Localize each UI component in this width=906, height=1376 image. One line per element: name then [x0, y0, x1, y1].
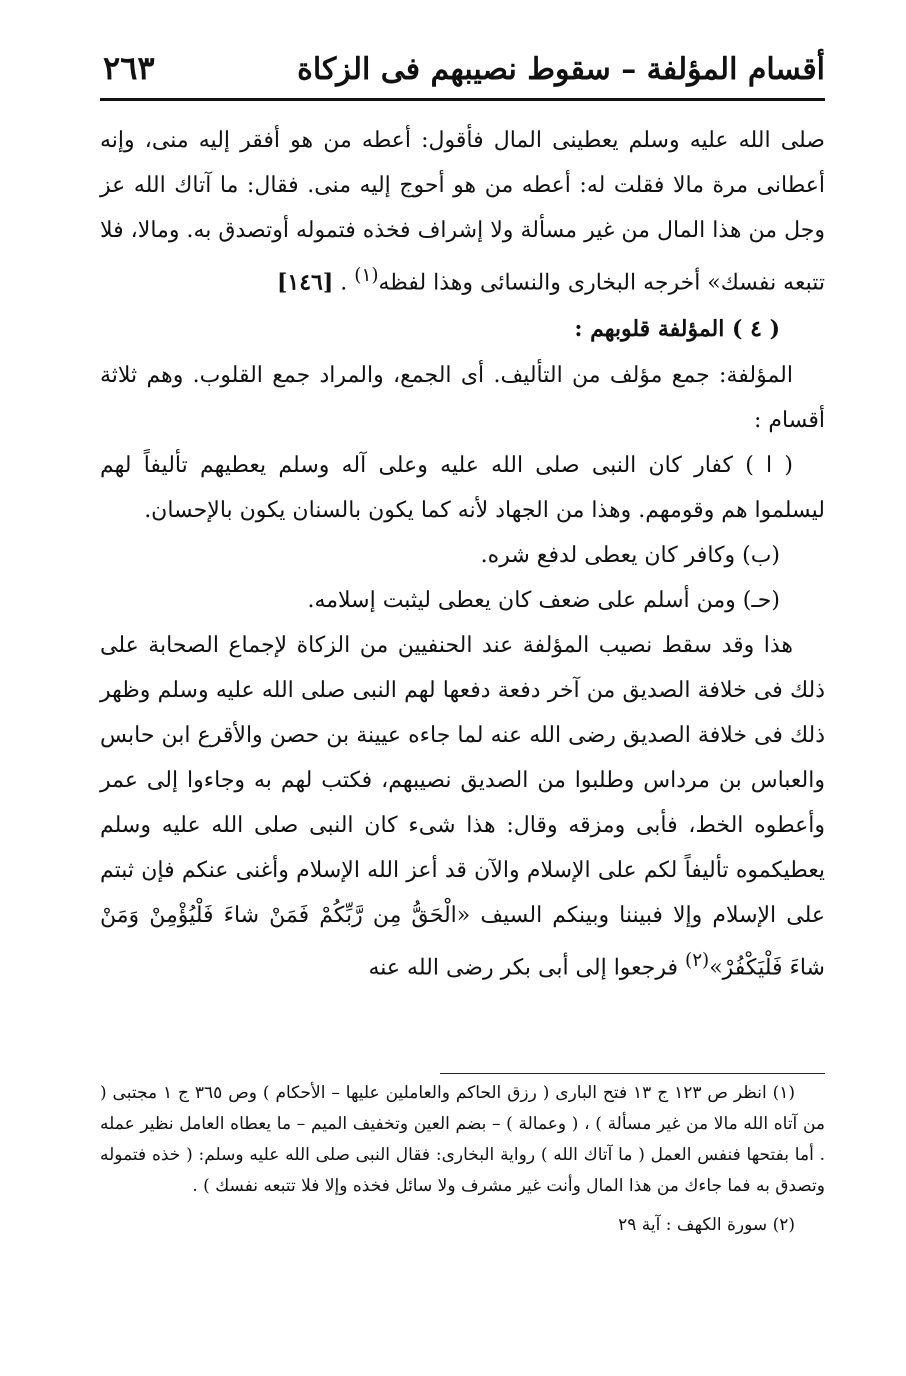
running-header [95, 48, 825, 94]
footnotes [100, 1078, 825, 1241]
main-text [100, 118, 825, 991]
closing-paragraph [100, 623, 825, 990]
footnote-1: (١) انظر ص ١٢٣ ج ١٣ فتح البارى ( رزق الحاكم والعاملين عليها – الأحكام ) وص ٣٦٥ ج ١ مجتبى ( من آتاه الله مالا من غير مسألة ) ، ( وعمالة ) – بضم العين وتخفيف الميم – ما يعطاه العامل نظير عمله . أما بفتحها فنفس العمل ( ما آتاك الله ) رواية البخارى: فقال النبى صلى الله عليه وسلم: ( خذه فتموله وتصدق به فما جاءك من هذا المال وأنت غير مشرف ولا سائل فخذه وإلا فلا تتبعه نفسك ) . [100, 1083, 825, 1196]
hadith-paragraph [100, 118, 825, 305]
page-number: ٢٦٣ [103, 49, 155, 87]
hadith-reference-number: [١٤٦] [277, 269, 334, 296]
closing-text: هذا وقد سقط نصيب المؤلفة عند الحنفيين من الزكاة لإجماع الصحابة على ذلك فى خلافة الصديق من آخر دفعة دفعها لهم النبى صلى الله عليه وسلم وظهر ذلك فى خلافة الصديق رضى الله عنه لما جاءه عيينة بن حصن والأقرع ابن حابس والعباس بن مرداس وطلبوا من الصديق نصيبهم، فكتب لهم به وجاءوا إلى عمر وأعطوه الخط، فأبى ومزقه وقال: هذا شىء كان النبى صلى الله عليه وسلم يعطيكموه تأليفاً لكم على الإسلام والآن قد أعز الله الإسلام وأغنى عنكم فإن ثبتم على الإسلام وإلا فبيننا وبينكم السيف «الْحَقُّ مِن رَّبِّكُمْ فَمَنْ شاءَ فَلْيُؤْمِنْ وَمَنْ شاءَ فَلْيَكْفُرْ» [100, 633, 825, 981]
definition-paragraph: المؤلفة: جمع مؤلف من التأليف. أى الجمع، والمراد جمع القلوب. وهم ثلاثة أقسام : [100, 363, 825, 434]
section-heading: ( ٤ ) المؤلفة قلوبهم : [574, 316, 780, 343]
footnote-marker-1: (١) [354, 265, 379, 286]
footnote-2: (٢) سورة الكهف : آية ٢٩ [618, 1215, 795, 1235]
category-b: (ب) وكافر كان يعطى لدفع شره. [480, 543, 780, 569]
header-rule [100, 98, 825, 101]
footnote-marker-2: (٢) [685, 950, 710, 972]
category-c: (حـ) ومن أسلم على ضعف كان يعطى ليثبت إسلامه. [307, 588, 780, 614]
hadith-tail: . [340, 270, 355, 296]
closing-tail: فرجعوا إلى أبى بكر رضى الله عنه [368, 955, 686, 981]
running-title: أقسام المؤلفة – سقوط نصيبهم فى الزكاة [297, 52, 825, 87]
category-a: ( ا ) كفار كان النبى صلى الله عليه وعلى آله وسلم يعطيهم تأليفاً لهم ليسلموا هم وقومهم. وهذا من الجهاد لأنه كما يكون بالسنان يكون بالإحسان. [100, 453, 825, 524]
hadith-text: صلى الله عليه وسلم يعطينى المال فأقول: أعطه من هو أفقر إليه منى، وإنه أعطانى مرة مالا فقلت له: أعطه من هو أحوج إليه منى. فقال: ما آتاك الله عز وجل من هذا المال من غير مسألة ولا إشراف فخذه فتموله أوتصدق به. ومالا، فلا تتبعه نفسك» أخرجه البخارى والنسائى وهذا لفظه [100, 128, 826, 296]
footnote-separator [440, 1073, 825, 1074]
